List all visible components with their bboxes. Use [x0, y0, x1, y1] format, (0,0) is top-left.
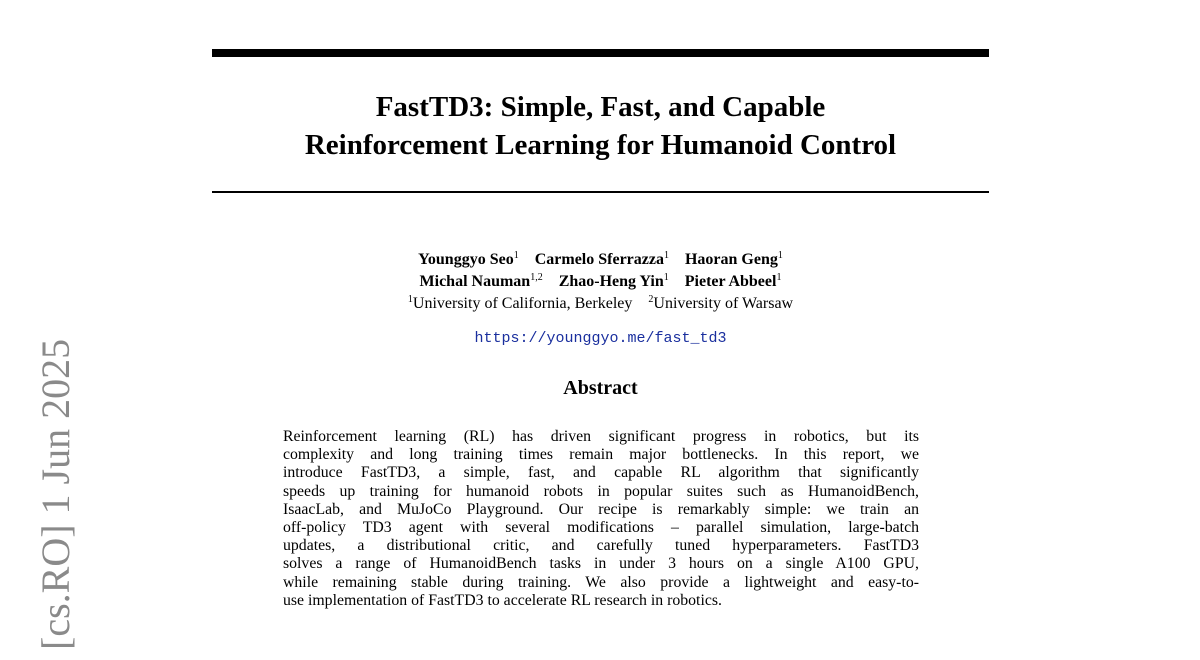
abstract-body — [283, 428, 919, 610]
paper-title-line-2: Reinforcement Learning for Humanoid Control — [304, 129, 897, 161]
abstract-heading: Abstract — [563, 377, 638, 399]
affiliation: $^1$University of California, Berkeley — [407, 294, 633, 312]
abstract-line: introduce FastTD3, a simple, fast, and capable RL algorithm that significantly — [283, 464, 919, 482]
author-line-2 — [212, 271, 989, 293]
author-line-1 — [212, 249, 989, 271]
author: Pieter Abbeel$^1$ — [684, 272, 782, 290]
arxiv-watermark — [28, 340, 78, 660]
affiliation-line — [212, 293, 989, 315]
title-top-rule — [212, 49, 989, 57]
author: Younggyo Seo$^1$ — [418, 250, 519, 268]
author: Haoran Geng$^1$ — [684, 250, 783, 268]
abstract-line: use implementation of FastTD3 to accelerate RL research in robotics. — [283, 591, 722, 609]
abstract-line: Reinforcement learning (RL) has driven significant progress in robotics, but its — [283, 428, 919, 445]
abstract-line: IsaacLab, and MuJoCo Playground. Our recipe is remarkably simple: we train an — [283, 500, 919, 518]
title-bottom-rule — [212, 191, 989, 193]
abstract-line: solves a range of HumanoidBench tasks in under 3 hours on a single A100 GPU, — [283, 555, 919, 573]
project-url-link[interactable]: https://younggyo.me/fast_td3 — [474, 330, 727, 347]
arxiv-watermark-text: [cs.RO] 1 Jun 2025 — [33, 338, 78, 650]
abstract-line: off-policy TD3 agent with several modifications – parallel simulation, large-batch — [283, 519, 919, 537]
paper-title-line-1: FastTD3: Simple, Fast, and Capable — [375, 91, 826, 123]
abstract-line: updates, a distributional critic, and carefully tuned hyperparameters. FastTD3 — [283, 537, 919, 555]
abstract-line: speeds up training for humanoid robots in popular suites such as HumanoidBench, — [283, 482, 919, 500]
author-block — [212, 249, 989, 315]
author: Michal Nauman$^{1,2}$ — [419, 272, 543, 290]
affiliation: $^2$University of Warsaw — [648, 294, 794, 312]
author: Zhao-Heng Yin$^1$ — [558, 272, 669, 290]
paper-title — [212, 88, 989, 164]
abstract-line: complexity and long training times remain major bottlenecks. In this report, we — [283, 446, 919, 464]
abstract-line: while remaining stable during training. We also provide a lightweight and easy-to- — [283, 573, 919, 591]
author: Carmelo Sferrazza$^1$ — [534, 250, 669, 268]
